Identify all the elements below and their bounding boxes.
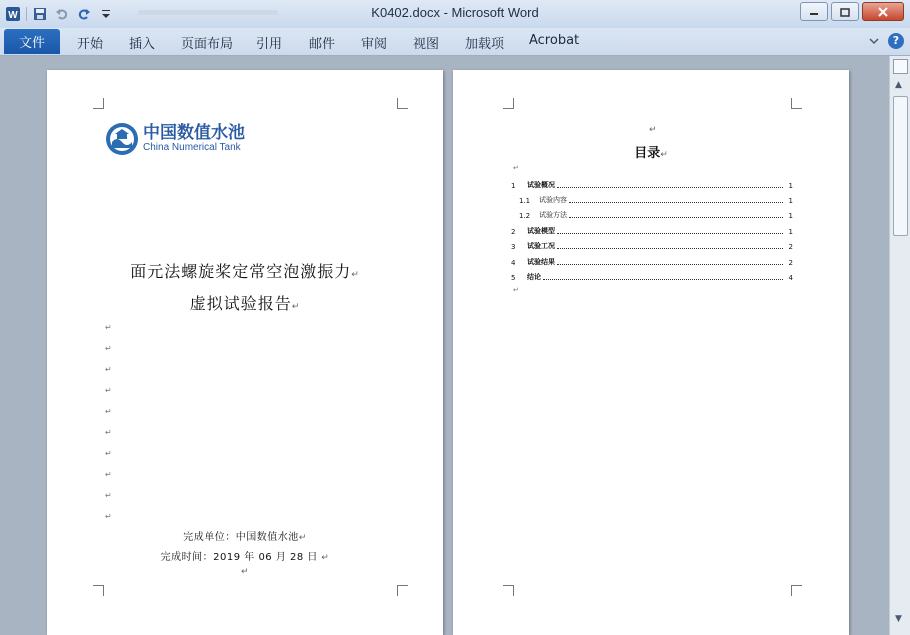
completion-unit: 完成单位：中国数值水池↵ <box>183 532 307 543</box>
help-icon[interactable]: ? <box>888 33 904 49</box>
logo-chinese-name: 中国数值水池 <box>143 122 245 143</box>
empty-paragraph-marks: ↵ ↵ ↵ ↵ ↵ ↵ ↵ ↵ ↵ ↵ <box>105 323 112 521</box>
crop-mark <box>397 585 408 596</box>
tab-file[interactable]: 文件 <box>4 29 60 54</box>
crop-mark <box>791 98 802 109</box>
crop-mark <box>397 98 408 109</box>
document-workspace <box>0 56 889 635</box>
minimize-button[interactable] <box>800 2 828 21</box>
scroll-down-icon[interactable]: ▼ <box>895 614 902 624</box>
toc-entry[interactable]: 1.2 试验方法 1 <box>519 211 793 220</box>
crop-mark <box>791 585 802 596</box>
tab-mailings[interactable]: 邮件 <box>309 37 336 52</box>
document-title-line1: 面元法螺旋桨定常空泡激振力↵ <box>130 262 360 281</box>
crop-mark <box>93 585 104 596</box>
tab-references[interactable]: 引用 <box>256 37 283 52</box>
tab-acrobat[interactable]: Acrobat <box>529 33 580 48</box>
page-cover <box>47 70 443 635</box>
minimize-ribbon-icon[interactable] <box>868 31 880 50</box>
logo-english-name: China Numerical Tank <box>143 141 241 153</box>
toc-entry[interactable]: 1 试验概况 1 <box>511 181 793 190</box>
trailing-paragraph-mark: ↵ <box>240 567 250 577</box>
toc-entry[interactable]: 2 试验模型 1 <box>511 227 793 236</box>
window-title: K0402.docx - Microsoft Word <box>371 5 539 20</box>
tab-view[interactable]: 视图 <box>413 37 440 52</box>
scroll-up-icon[interactable]: ▲ <box>895 80 902 90</box>
tab-home[interactable]: 开始 <box>77 37 104 52</box>
document-title-line2: 虚拟试验报告↵ <box>189 294 301 313</box>
toc-entry[interactable]: 4 试验结果 2 <box>511 258 793 267</box>
vertical-scrollbar[interactable] <box>889 56 910 635</box>
toc-entry[interactable]: 5 结论 4 <box>511 273 793 282</box>
paragraph-mark: ↵ <box>649 125 657 135</box>
view-ruler-icon[interactable] <box>893 59 908 74</box>
paragraph-mark: ↵ <box>513 286 519 294</box>
crop-mark <box>503 98 514 109</box>
ribbon-tabs <box>0 28 910 56</box>
restore-button[interactable] <box>831 2 859 21</box>
svg-text:W: W <box>8 10 18 21</box>
tab-review[interactable]: 审阅 <box>361 37 388 52</box>
crop-mark <box>93 98 104 109</box>
ribbon-right-controls <box>868 31 904 50</box>
completion-date: 完成时间：2019 年 06 月 28 日 ↵ <box>160 552 330 563</box>
tab-addins[interactable]: 加载项 <box>465 37 505 52</box>
toc-entry[interactable]: 3 试验工况 2 <box>511 242 793 251</box>
tank-emblem-icon <box>105 122 139 156</box>
tab-insert[interactable]: 插入 <box>129 37 156 52</box>
toc-heading: 目录↵ <box>634 146 668 161</box>
toc-entry[interactable]: 1.1 试验内容 1 <box>519 196 793 205</box>
title-bar <box>0 0 910 28</box>
window-controls <box>800 2 904 21</box>
logo <box>105 122 245 156</box>
tab-page-layout[interactable]: 页面布局 <box>181 37 234 52</box>
crop-mark <box>503 585 514 596</box>
close-button[interactable] <box>862 2 904 21</box>
page-toc <box>453 70 849 635</box>
scrollbar-thumb[interactable] <box>893 96 908 236</box>
paragraph-mark: ↵ <box>513 164 519 172</box>
